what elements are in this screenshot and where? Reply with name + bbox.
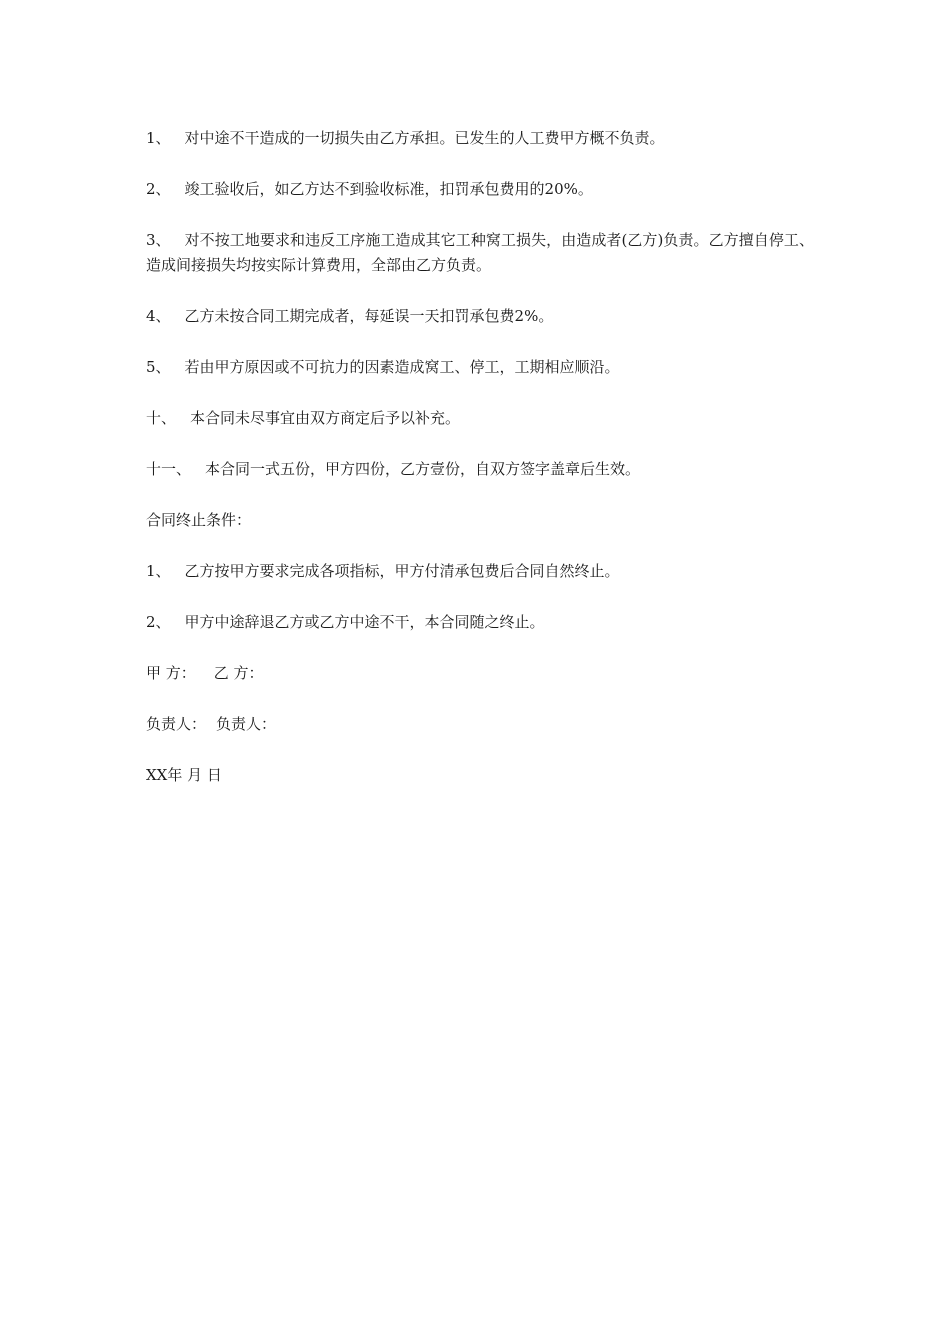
item-text: 甲方中途辞退乙方或乙方中途不干，本合同随之终止。 — [184, 613, 545, 631]
article-number: 十、 — [146, 409, 177, 427]
termination-item-2 — [146, 610, 814, 635]
person-a-label: 负责人： — [146, 715, 207, 733]
item-text: 乙方按甲方要求完成各项指标，甲方付清承包费后合同自然终止。 — [184, 562, 620, 580]
clause-4 — [146, 304, 814, 329]
clause-number: 3、 — [146, 231, 171, 249]
article-10 — [146, 406, 814, 431]
clause-2 — [146, 177, 814, 202]
article-11 — [146, 457, 814, 482]
party-a-label: 甲 方： — [146, 664, 196, 682]
clause-number: 5、 — [146, 358, 171, 376]
termination-heading: 合同终止条件： — [146, 511, 252, 529]
party-b-label: 乙 方： — [213, 664, 264, 682]
clause-1 — [146, 126, 814, 151]
article-text: 本合同一式五份，甲方四份，乙方壹份，自双方签字盖章后生效。 — [205, 460, 641, 478]
clause-number: 4、 — [146, 307, 171, 325]
clause-text: 若由甲方原因或不可抗力的因素造成窝工、停工，工期相应顺沿。 — [184, 358, 620, 376]
clause-text: 对不按工地要求和违反工序施工造成其它工种窝工损失，由造成者(乙方)负责。乙方擅自停工、造成间接损失均按实际计算费用，全部由乙方负责。 — [146, 231, 814, 274]
clause-5 — [146, 355, 814, 380]
contract-body — [146, 126, 814, 814]
clause-text: 竣工验收后，如乙方达不到验收标准，扣罚承包费用的20%。 — [184, 180, 593, 198]
person-b-label: 负责人： — [216, 715, 277, 733]
termination-item-1 — [146, 559, 814, 584]
clause-3 — [146, 228, 814, 278]
clause-text: 对中途不干造成的一切损失由乙方承担。已发生的人工费甲方概不负责。 — [184, 129, 665, 147]
item-number: 2、 — [146, 613, 171, 631]
clause-number: 2、 — [146, 180, 171, 198]
signature-date: XX年 月 日 — [146, 766, 222, 784]
clause-text: 乙方未按合同工期完成者，每延误一天扣罚承包费2%。 — [184, 307, 554, 325]
item-number: 1、 — [146, 562, 171, 580]
article-text: 本合同未尽事宜由双方商定后予以补充。 — [190, 409, 461, 427]
clause-number: 1、 — [146, 129, 171, 147]
signature-persons — [146, 712, 814, 737]
article-number: 十一、 — [146, 460, 192, 478]
signature-parties — [146, 661, 814, 686]
